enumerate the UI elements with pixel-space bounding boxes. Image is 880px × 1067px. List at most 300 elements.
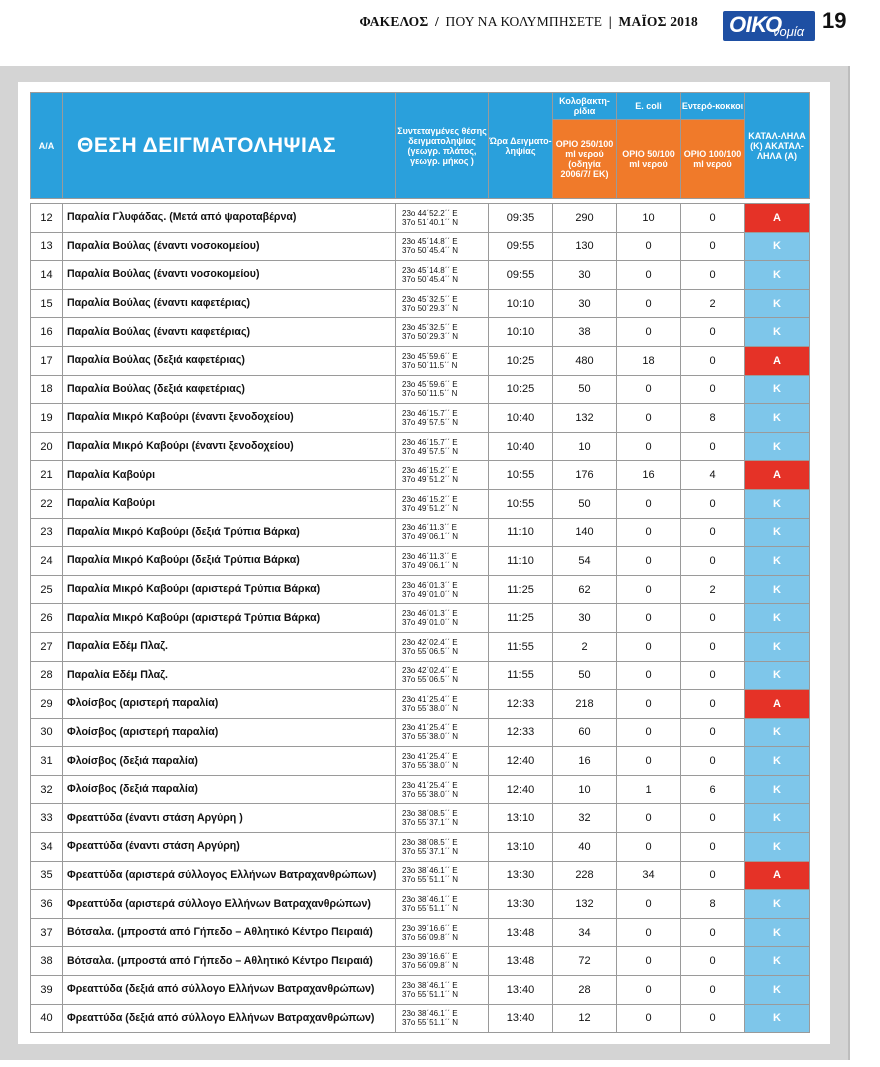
table-row	[31, 232, 810, 261]
entero-cell: 2	[681, 575, 745, 604]
coordinates-cell	[396, 833, 489, 862]
table-row	[31, 804, 810, 833]
row-number: 38	[31, 947, 63, 976]
coordinates-cell	[396, 918, 489, 947]
row-number: 18	[31, 375, 63, 404]
entero-cell: 0	[681, 661, 745, 690]
location-cell: Φρεαττύδα (έναντι στάση Αργύρη)	[63, 833, 396, 862]
table-row	[31, 632, 810, 661]
coliform-cell: 38	[553, 318, 617, 347]
location-cell: Φρεαττύδα (δεξιά από σύλλογο Ελλήνων Βατραχανθρώπων)	[63, 1004, 396, 1033]
coordinates-cell	[396, 890, 489, 919]
time-cell: 10:10	[489, 289, 553, 318]
row-number: 31	[31, 747, 63, 776]
entero-cell: 0	[681, 833, 745, 862]
row-number: 24	[31, 547, 63, 576]
latitude-text: 37ο 49΄51.2΄΄ Ν	[402, 503, 459, 513]
latitude-text: 37ο 55΄51.1΄΄ Ν	[402, 989, 459, 999]
entero-cell: 0	[681, 918, 745, 947]
coliform-cell: 28	[553, 976, 617, 1005]
entero-cell: 2	[681, 289, 745, 318]
status-cell: Κ	[745, 404, 810, 433]
row-number: 25	[31, 575, 63, 604]
longitude-text: 23ο 44΄52.2΄΄ Ε	[402, 208, 458, 218]
table-row	[31, 833, 810, 862]
location-cell: Παραλία Μικρό Καβούρι (αριστερά Τρύπια Βάρκα)	[63, 604, 396, 633]
location-cell: Φλοίσβος (δεξιά παραλία)	[63, 775, 396, 804]
header-coliform-limit: ΟΡΙΟ 250/100 ml νερού (οδηγία 2006/7/ ΕΚ)	[553, 120, 617, 199]
time-cell: 11:55	[489, 661, 553, 690]
table-row	[31, 289, 810, 318]
coordinates-cell	[396, 661, 489, 690]
status-cell: Κ	[745, 432, 810, 461]
location-cell: Φλοίσβος (αριστερή παραλία)	[63, 690, 396, 719]
header-entero-limit: ΟΡΙΟ 100/100 ml νερού	[681, 120, 745, 199]
coliform-cell: 130	[553, 232, 617, 261]
table-row	[31, 461, 810, 490]
ecoli-cell: 0	[617, 833, 681, 862]
row-number: 37	[31, 918, 63, 947]
entero-cell: 0	[681, 232, 745, 261]
table-header	[31, 93, 810, 204]
status-cell: Κ	[745, 804, 810, 833]
location-cell: Παραλία Μικρό Καβούρι (αριστερά Τρύπια Βάρκα)	[63, 575, 396, 604]
ecoli-cell: 0	[617, 261, 681, 290]
table-row	[31, 575, 810, 604]
row-number: 13	[31, 232, 63, 261]
ecoli-cell: 10	[617, 204, 681, 233]
entero-cell: 0	[681, 947, 745, 976]
coliform-cell: 30	[553, 261, 617, 290]
entero-cell: 0	[681, 976, 745, 1005]
table-row	[31, 432, 810, 461]
latitude-text: 37ο 55΄38.0΄΄ Ν	[402, 703, 459, 713]
entero-cell: 0	[681, 489, 745, 518]
entero-cell: 0	[681, 204, 745, 233]
coliform-cell: 50	[553, 375, 617, 404]
row-number: 33	[31, 804, 63, 833]
latitude-text: 37ο 55΄51.1΄΄ Ν	[402, 1018, 459, 1028]
coliform-cell: 30	[553, 289, 617, 318]
time-cell: 10:40	[489, 432, 553, 461]
logo-sub-text: νομία	[773, 24, 805, 39]
header-aa: Α/Α	[31, 93, 63, 199]
latitude-text: 37ο 49΄57.5΄΄ Ν	[402, 417, 459, 427]
row-number: 21	[31, 461, 63, 490]
ecoli-cell: 0	[617, 604, 681, 633]
time-cell: 10:10	[489, 318, 553, 347]
time-cell: 10:25	[489, 375, 553, 404]
ecoli-cell: 0	[617, 432, 681, 461]
ecoli-cell: 0	[617, 404, 681, 433]
coordinates-cell	[396, 861, 489, 890]
status-cell: Κ	[745, 890, 810, 919]
coordinates-cell	[396, 1004, 489, 1033]
location-cell: Βότσαλα. (μπροστά από Γήπεδο – Αθλητικό Κέντρο Πειραιά)	[63, 918, 396, 947]
table-row	[31, 547, 810, 576]
coliform-cell: 2	[553, 632, 617, 661]
time-cell: 13:48	[489, 947, 553, 976]
longitude-text: 23ο 46΄11.3΄΄ Ε	[402, 551, 457, 561]
status-cell: Κ	[745, 661, 810, 690]
coordinates-cell	[396, 489, 489, 518]
coliform-cell: 218	[553, 690, 617, 719]
coliform-cell: 50	[553, 489, 617, 518]
longitude-text: 23ο 46΄01.3΄΄ Ε	[402, 609, 458, 619]
location-cell: Παραλία Καβούρι	[63, 489, 396, 518]
entero-cell: 0	[681, 604, 745, 633]
longitude-text: 23ο 46΄11.3΄΄ Ε	[402, 523, 457, 533]
location-cell: Φρεαττύδα (αριστερά σύλλογος Ελλήνων Βατραχανθρώπων)	[63, 861, 396, 890]
ecoli-cell: 0	[617, 575, 681, 604]
ecoli-cell: 1	[617, 775, 681, 804]
longitude-text: 23ο 38΄46.1΄΄ Ε	[402, 895, 458, 905]
page-number: 19	[822, 8, 847, 33]
longitude-text: 23ο 46΄01.3΄΄ Ε	[402, 580, 458, 590]
status-cell: Κ	[745, 375, 810, 404]
ecoli-cell: 0	[617, 976, 681, 1005]
location-cell: Φλοίσβος (δεξιά παραλία)	[63, 747, 396, 776]
time-cell: 13:30	[489, 861, 553, 890]
location-cell: Παραλία Εδέμ Πλαζ.	[63, 661, 396, 690]
latitude-text: 37ο 55΄06.5΄΄ Ν	[402, 675, 459, 685]
location-cell: Παραλία Βούλας (έναντι νοσοκομείου)	[63, 261, 396, 290]
longitude-text: 23ο 45΄32.5΄΄ Ε	[402, 294, 458, 304]
table-row	[31, 604, 810, 633]
header-section: ΦΑΚΕΛΟΣ	[359, 14, 429, 29]
entero-cell: 0	[681, 861, 745, 890]
row-number: 17	[31, 346, 63, 375]
ecoli-cell: 18	[617, 346, 681, 375]
coordinates-cell	[396, 461, 489, 490]
row-number: 34	[31, 833, 63, 862]
status-cell: Κ	[745, 718, 810, 747]
row-number: 20	[31, 432, 63, 461]
ecoli-cell: 0	[617, 632, 681, 661]
ecoli-cell: 0	[617, 947, 681, 976]
latitude-text: 37ο 49΄01.0΄΄ Ν	[402, 589, 459, 599]
longitude-text: 23ο 38΄46.1΄΄ Ε	[402, 980, 458, 990]
location-cell: Παραλία Γλυφάδας. (Μετά από ψαροταβέρνα)	[63, 204, 396, 233]
coliform-cell: 10	[553, 775, 617, 804]
row-number: 39	[31, 976, 63, 1005]
location-cell: Παραλία Εδέμ Πλαζ.	[63, 632, 396, 661]
ecoli-cell: 0	[617, 918, 681, 947]
time-cell: 11:10	[489, 547, 553, 576]
coordinates-cell	[396, 775, 489, 804]
latitude-text: 37ο 50΄29.3΄΄ Ν	[402, 332, 459, 342]
ecoli-cell: 0	[617, 232, 681, 261]
table-row	[31, 718, 810, 747]
latitude-text: 37ο 49΄51.2΄΄ Ν	[402, 475, 459, 485]
ecoli-cell: 0	[617, 518, 681, 547]
time-cell: 13:40	[489, 1004, 553, 1033]
status-cell: Α	[745, 346, 810, 375]
coliform-cell: 32	[553, 804, 617, 833]
latitude-text: 37ο 50΄29.3΄΄ Ν	[402, 303, 459, 313]
entero-cell: 0	[681, 1004, 745, 1033]
ecoli-cell: 0	[617, 547, 681, 576]
header-location: ΘΕΣΗ ΔΕΙΓΜΑΤΟΛΗΨΙΑΣ	[63, 93, 396, 199]
coliform-cell: 34	[553, 918, 617, 947]
status-cell: Α	[745, 204, 810, 233]
row-number: 36	[31, 890, 63, 919]
entero-cell: 0	[681, 318, 745, 347]
coordinates-cell	[396, 690, 489, 719]
coliform-cell: 10	[553, 432, 617, 461]
entero-cell: 0	[681, 632, 745, 661]
time-cell: 13:10	[489, 833, 553, 862]
coliform-cell: 72	[553, 947, 617, 976]
coordinates-cell	[396, 804, 489, 833]
status-cell: Κ	[745, 775, 810, 804]
coliform-cell: 30	[553, 604, 617, 633]
longitude-text: 23ο 41΄25.4΄΄ Ε	[402, 694, 458, 704]
row-number: 14	[31, 261, 63, 290]
table-row	[31, 976, 810, 1005]
header-coords: Συντεταγμένες θέσης δειγματοληψίας (γεωγρ. πλάτος, γεωγρ. μήκος )	[396, 93, 489, 199]
ecoli-cell: 0	[617, 318, 681, 347]
coliform-cell: 40	[553, 833, 617, 862]
longitude-text: 23ο 38΄08.5΄΄ Ε	[402, 809, 458, 819]
location-cell: Φλοίσβος (αριστερή παραλία)	[63, 718, 396, 747]
latitude-text: 37ο 50΄45.4΄΄ Ν	[402, 246, 459, 256]
coordinates-cell	[396, 232, 489, 261]
coordinates-cell	[396, 375, 489, 404]
location-cell: Παραλία Βούλας (έναντι νοσοκομείου)	[63, 232, 396, 261]
coliform-cell: 140	[553, 518, 617, 547]
header-entero: Εντερό-κοκκοι	[681, 93, 745, 120]
row-number: 30	[31, 718, 63, 747]
row-number: 22	[31, 489, 63, 518]
coordinates-cell	[396, 204, 489, 233]
longitude-text: 23ο 38΄46.1΄΄ Ε	[402, 866, 458, 876]
entero-cell: 0	[681, 432, 745, 461]
table-row	[31, 890, 810, 919]
status-cell: Κ	[745, 833, 810, 862]
ecoli-cell: 0	[617, 375, 681, 404]
location-cell: Φρεαττύδα (δεξιά από σύλλογο Ελλήνων Βατραχανθρώπων)	[63, 976, 396, 1005]
coliform-cell: 480	[553, 346, 617, 375]
longitude-text: 23ο 46΄15.7΄΄ Ε	[402, 408, 458, 418]
location-cell: Παραλία Βούλας (δεξιά καφετέριας)	[63, 346, 396, 375]
row-number: 12	[31, 204, 63, 233]
coordinates-cell	[396, 346, 489, 375]
entero-cell: 0	[681, 804, 745, 833]
coordinates-cell	[396, 718, 489, 747]
status-cell: Α	[745, 690, 810, 719]
time-cell: 09:55	[489, 261, 553, 290]
coordinates-cell	[396, 976, 489, 1005]
table-row	[31, 747, 810, 776]
row-number: 32	[31, 775, 63, 804]
time-cell: 13:30	[489, 890, 553, 919]
status-cell: Κ	[745, 489, 810, 518]
coordinates-cell	[396, 518, 489, 547]
status-cell: Κ	[745, 289, 810, 318]
latitude-text: 37ο 50΄11.5΄΄ Ν	[402, 360, 458, 370]
latitude-text: 37ο 50΄11.5΄΄ Ν	[402, 389, 458, 399]
time-cell: 10:55	[489, 461, 553, 490]
entero-cell: 0	[681, 690, 745, 719]
table-row	[31, 690, 810, 719]
coliform-cell: 54	[553, 547, 617, 576]
location-cell: Παραλία Μικρό Καβούρι (δεξιά Τρύπια Βάρκα)	[63, 547, 396, 576]
location-cell: Φρεαττύδα (έναντι στάση Αργύρη )	[63, 804, 396, 833]
status-cell: Κ	[745, 547, 810, 576]
row-number: 29	[31, 690, 63, 719]
location-cell: Φρεαττύδα (αριστερά σύλλογο Ελλήνων Βατραχανθρώπων)	[63, 890, 396, 919]
header-suitability: ΚΑΤΑΛ-ΛΗΛΑ (Κ) ΑΚΑΤΑΛ-ΛΗΛΑ (Α)	[745, 93, 810, 199]
entero-cell: 8	[681, 404, 745, 433]
longitude-text: 23ο 45΄59.6΄΄ Ε	[402, 351, 458, 361]
longitude-text: 23ο 45΄14.8΄΄ Ε	[402, 265, 458, 275]
location-cell: Βότσαλα. (μπροστά από Γήπεδο – Αθλητικό Κέντρο Πειραιά)	[63, 947, 396, 976]
status-cell: Κ	[745, 918, 810, 947]
coliform-cell: 12	[553, 1004, 617, 1033]
table-row	[31, 518, 810, 547]
header-coliform: Κολοβακτη-ρίδια	[553, 93, 617, 120]
entero-cell: 0	[681, 547, 745, 576]
table-row	[31, 775, 810, 804]
time-cell: 11:55	[489, 632, 553, 661]
longitude-text: 23ο 45΄14.8΄΄ Ε	[402, 237, 458, 247]
latitude-text: 37ο 55΄37.1΄΄ Ν	[402, 846, 459, 856]
longitude-text: 23ο 38΄08.5΄΄ Ε	[402, 837, 458, 847]
status-cell: Κ	[745, 976, 810, 1005]
entero-cell: 0	[681, 375, 745, 404]
time-cell: 12:40	[489, 775, 553, 804]
location-cell: Παραλία Βούλας (έναντι καφετέριας)	[63, 318, 396, 347]
latitude-text: 37ο 55΄06.5΄΄ Ν	[402, 646, 459, 656]
header-ecoli-limit: ΟΡΙΟ 50/100 ml νερού	[617, 120, 681, 199]
magazine-logo	[723, 11, 815, 41]
time-cell: 10:55	[489, 489, 553, 518]
sampling-table	[30, 92, 810, 1033]
row-number: 28	[31, 661, 63, 690]
time-cell: 11:10	[489, 518, 553, 547]
header-bar: |	[608, 14, 612, 29]
status-cell: Κ	[745, 232, 810, 261]
table-sheet	[18, 82, 830, 1044]
time-cell: 10:25	[489, 346, 553, 375]
row-number: 19	[31, 404, 63, 433]
latitude-text: 37ο 50΄45.4΄΄ Ν	[402, 274, 459, 284]
coliform-cell: 60	[553, 718, 617, 747]
longitude-text: 23ο 42΄02.4΄΄ Ε	[402, 637, 458, 647]
ecoli-cell: 0	[617, 890, 681, 919]
latitude-text: 37ο 55΄38.0΄΄ Ν	[402, 732, 459, 742]
location-cell: Παραλία Μικρό Καβούρι (έναντι ξενοδοχείου)	[63, 404, 396, 433]
coordinates-cell	[396, 432, 489, 461]
logo-main-text: ΟΙΚΟ	[729, 12, 782, 37]
latitude-text: 37ο 49΄57.5΄΄ Ν	[402, 446, 459, 456]
status-cell: Α	[745, 861, 810, 890]
header-slash: /	[434, 14, 439, 29]
coliform-cell: 132	[553, 890, 617, 919]
time-cell: 13:10	[489, 804, 553, 833]
coliform-cell: 132	[553, 404, 617, 433]
time-cell: 09:35	[489, 204, 553, 233]
latitude-text: 37ο 55΄38.0΄΄ Ν	[402, 789, 459, 799]
entero-cell: 6	[681, 775, 745, 804]
ecoli-cell: 0	[617, 690, 681, 719]
location-cell: Παραλία Μικρό Καβούρι (έναντι ξενοδοχείου)	[63, 432, 396, 461]
longitude-text: 23ο 39΄16.6΄΄ Ε	[402, 923, 458, 933]
location-cell: Παραλία Βούλας (δεξιά καφετέριας)	[63, 375, 396, 404]
row-number: 15	[31, 289, 63, 318]
time-cell: 12:33	[489, 690, 553, 719]
longitude-text: 23ο 45΄59.6΄΄ Ε	[402, 380, 458, 390]
table-row	[31, 204, 810, 233]
status-cell: Κ	[745, 604, 810, 633]
time-cell: 12:33	[489, 718, 553, 747]
page-header	[0, 0, 880, 48]
longitude-text: 23ο 41΄25.4΄΄ Ε	[402, 780, 458, 790]
header-ecoli: E. coli	[617, 93, 681, 120]
ecoli-cell: 16	[617, 461, 681, 490]
status-cell: Κ	[745, 1004, 810, 1033]
location-cell: Παραλία Καβούρι	[63, 461, 396, 490]
coordinates-cell	[396, 547, 489, 576]
table-row	[31, 346, 810, 375]
table-body	[31, 204, 810, 1033]
table-row	[31, 318, 810, 347]
coordinates-cell	[396, 289, 489, 318]
status-cell: Α	[745, 461, 810, 490]
coordinates-cell	[396, 604, 489, 633]
table-row	[31, 1004, 810, 1033]
latitude-text: 37ο 56΄09.8΄΄ Ν	[402, 932, 459, 942]
coliform-cell: 228	[553, 861, 617, 890]
time-cell: 13:48	[489, 918, 553, 947]
running-header	[359, 14, 698, 30]
table-row	[31, 661, 810, 690]
entero-cell: 8	[681, 890, 745, 919]
longitude-text: 23ο 46΄15.2΄΄ Ε	[402, 466, 458, 476]
ecoli-cell: 0	[617, 718, 681, 747]
ecoli-cell: 0	[617, 289, 681, 318]
table-row	[31, 918, 810, 947]
coordinates-cell	[396, 632, 489, 661]
status-cell: Κ	[745, 318, 810, 347]
location-cell: Παραλία Μικρό Καβούρι (δεξιά Τρύπια Βάρκα)	[63, 518, 396, 547]
row-number: 35	[31, 861, 63, 890]
coliform-cell: 50	[553, 661, 617, 690]
ecoli-cell: 0	[617, 804, 681, 833]
coordinates-cell	[396, 261, 489, 290]
longitude-text: 23ο 42΄02.4΄΄ Ε	[402, 666, 458, 676]
latitude-text: 37ο 55΄51.1΄΄ Ν	[402, 904, 459, 914]
time-cell: 10:40	[489, 404, 553, 433]
longitude-text: 23ο 38΄46.1΄΄ Ε	[402, 1009, 458, 1019]
table-frame	[0, 66, 850, 1060]
time-cell: 13:40	[489, 976, 553, 1005]
status-cell: Κ	[745, 575, 810, 604]
ecoli-cell: 0	[617, 661, 681, 690]
header-issue: ΜΑΪΟΣ 2018	[618, 14, 698, 29]
coliform-cell: 176	[553, 461, 617, 490]
coordinates-cell	[396, 318, 489, 347]
location-cell: Παραλία Βούλας (έναντι καφετέριας)	[63, 289, 396, 318]
status-cell: Κ	[745, 632, 810, 661]
longitude-text: 23ο 46΄15.7΄΄ Ε	[402, 437, 458, 447]
table-row	[31, 261, 810, 290]
status-cell: Κ	[745, 947, 810, 976]
table-row	[31, 375, 810, 404]
table-row	[31, 404, 810, 433]
row-number: 16	[31, 318, 63, 347]
